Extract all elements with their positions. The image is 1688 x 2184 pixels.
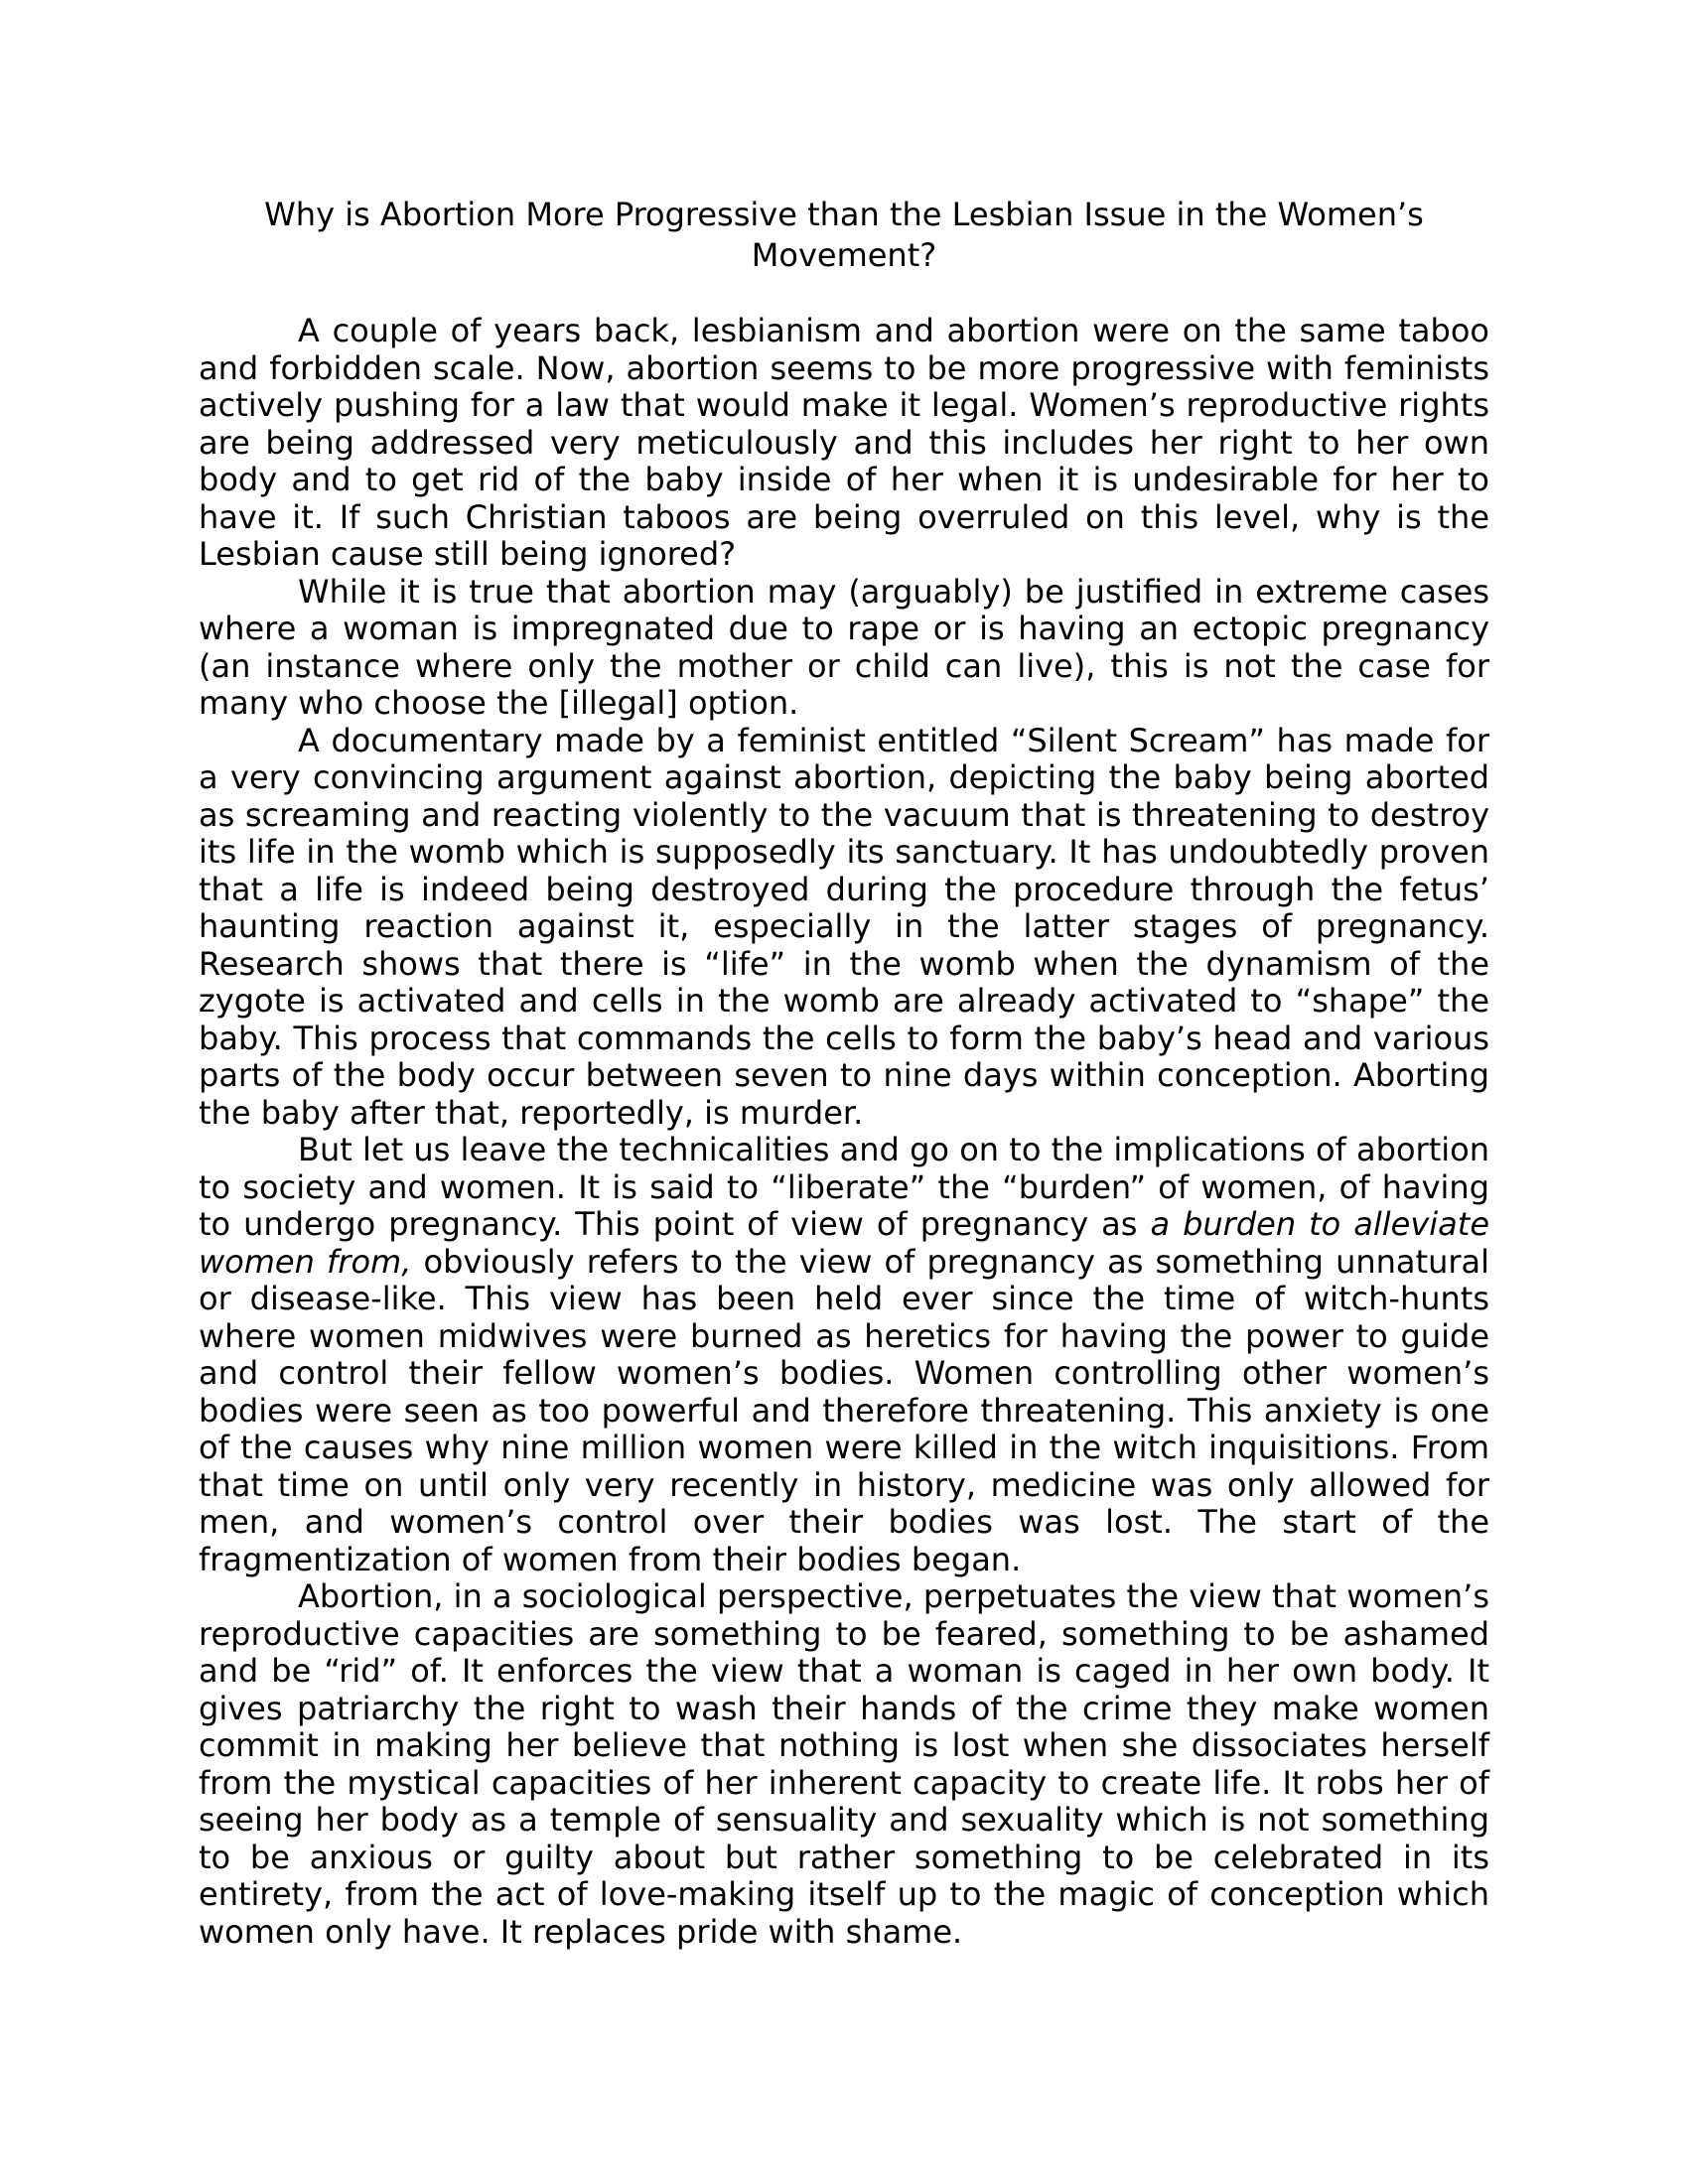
paragraph-4-text-after-italic: obviously refers to the view of pregnancy as something unnatural or disease-like. This view has been held ever since the time of witch-hunts where women midwives were burned as heretics for having the power to guide and control their fellow women’s bodies. Women controlling other women’s bodies were seen as too powerful and therefore threatening. This anxiety is one of the causes why nine million women were killed in the witch inquisitions. From that time on until only very recently in history, medicine was only allowed for men, and women’s control over their bodies was lost. The start of the fragmentization of women from their bodies began. (199, 1242, 1490, 1578)
paragraph-4-italic-phrase: a burden to alleviate women from, (199, 1205, 1490, 1281)
document-content (199, 195, 1489, 1951)
paragraph-5: Abortion, in a sociological perspective, perpetuates the view that women’s reproductive capacities are something to be feared, something to be ashamed and be “rid” of. It enforces the view that a woman is caged in her own body. It gives patriarchy the right to wash their hands of the crime they make women commit in making her believe that nothing is lost when she dissociates herself from the mystical capacities of her inherent capacity to create life. It robs her of seeing her body as a temple of sensuality and sexuality which is not something to be anxious or guilty about but rather something to be celebrated in its entirety, from the act of love-making itself up to the magic of conception which women only have. It replaces pride with shame. (199, 1577, 1489, 1951)
paragraph-4-text-before-italic: But let us leave the technicalities and go on to the implications of abortion to society and women. It is said to “liberate” the “burden” of women, of having to undergo pregnancy. This point of view of pregnancy as (199, 1131, 1489, 1243)
paragraph-2: While it is true that abortion may (arguably) be justified in extreme cases where a woman is impregnated due to rape or is having an ectopic pregnancy (an instance where only the mother or child can live), this is not the case for many who choose the [illegal] option. (199, 572, 1489, 722)
paragraph-4 (199, 1132, 1489, 1578)
document-body (199, 313, 1489, 1951)
paragraph-1: A couple of years back, lesbianism and abortion were on the same taboo and forbidden scale. Now, abortion seems to be more progressive with feminists actively pushing for a law that would make it legal. Women’s reproductive rights are being addressed very meticulously and this includes her right to her own body and to get rid of the baby inside of her when it is undesirable for her to have it. If such Christian taboos are being overruled on this level, why is the Lesbian cause still being ignored? (199, 312, 1489, 573)
paragraph-3: A documentary made by a feminist entitled “Silent Scream” has made for a very convincing argument against abortion, depicting the baby being aborted as screaming and reacting violently to the vacuum that is threatening to destroy its life in the womb which is supposedly its sanctuary. It has undoubtedly proven that a life is indeed being destroyed during the procedure through the fetus’ haunting reaction against it, especially in the latter stages of pregnancy. Research shows that there is “life” in the womb when the dynamism of the zygote is activated and cells in the womb are already activated to “shape” the baby. This process that commands the cells to form the baby’s head and various parts of the body occur between seven to nine days within conception. Aborting the baby after that, reportedly, is murder. (199, 721, 1489, 1132)
document-title: Why is Abortion More Progressive than the Lesbian Issue in the Women’s Movement? (264, 196, 1424, 274)
